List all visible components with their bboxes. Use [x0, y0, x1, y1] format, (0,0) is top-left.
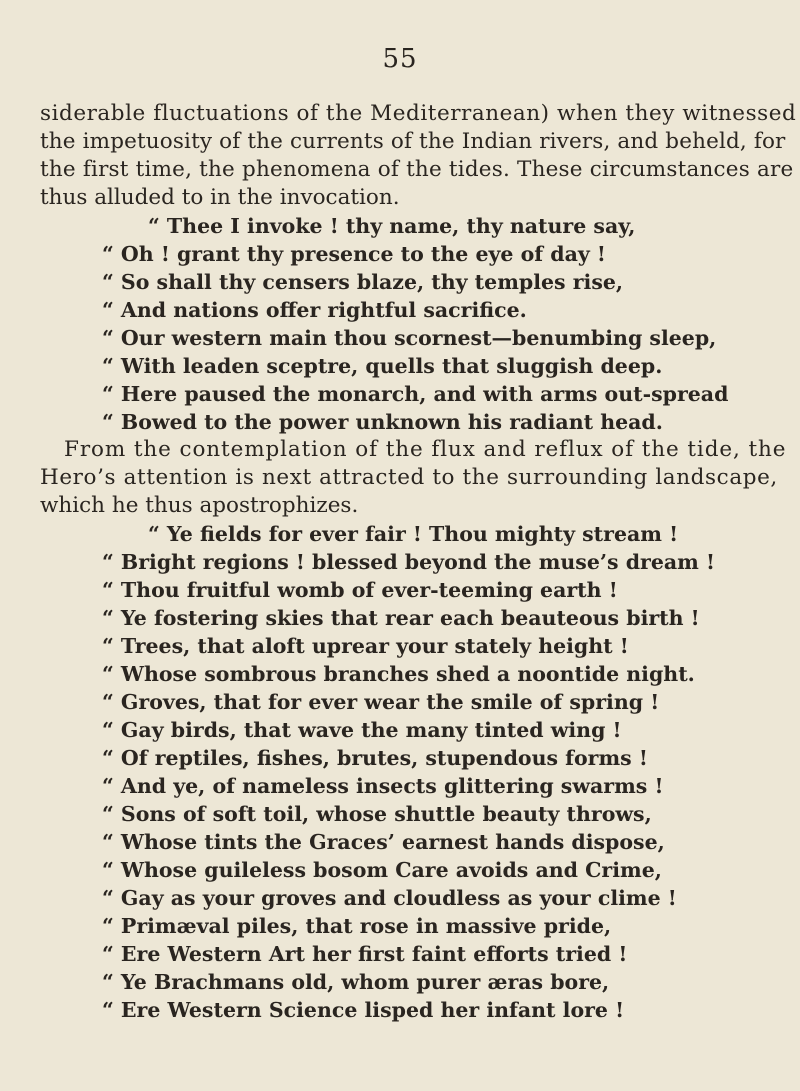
verse-line: “ Thou fruitful womb of ever-teeming earth ! — [102, 578, 618, 602]
verse-stanza-2 — [40, 520, 762, 1024]
verse-line: “ Whose tints the Graces’ earnest hands dispose, — [102, 830, 665, 854]
verse-line: “ Primæval piles, that rose in massive pride, — [102, 914, 612, 938]
verse-line: “ Sons of soft toil, whose shuttle beauty throws, — [102, 802, 652, 826]
verse-stanza-1 — [40, 212, 762, 436]
verse-line: “ Whose sombrous branches shed a noontide night. — [102, 662, 695, 686]
verse-line: “ Gay as your groves and cloudless as your clime ! — [102, 886, 677, 910]
verse-line: “ Here paused the monarch, and with arms out-spread — [102, 382, 729, 406]
verse-line: “ Ye Brachmans old, whom purer æras bore, — [102, 970, 610, 994]
verse-line: “ Ere Western Science lisped her infant lore ! — [102, 998, 625, 1022]
page-body — [40, 100, 797, 1024]
verse-line: “ Thee I invoke ! thy name, thy nature say, — [148, 214, 636, 238]
verse-line: “ Ye fields for ever fair ! Thou mighty stream ! — [148, 522, 679, 546]
verse-line: “ Our western main thou scornest—benumbing sleep, — [102, 326, 717, 350]
verse-line: “ Groves, that for ever wear the smile of spring ! — [102, 690, 660, 714]
verse-line: “ Bright regions ! blessed beyond the muse’s dream ! — [102, 550, 715, 574]
verse-line: “ Of reptiles, fishes, brutes, stupendous forms ! — [102, 746, 648, 770]
page-number: 55 — [382, 44, 418, 74]
text-line: the impetuosity of the currents of the Indian rivers, and beheld, for — [40, 129, 786, 154]
text-line: which he thus apostrophizes. — [40, 493, 359, 518]
verse-line: “ Bowed to the power unknown his radiant head. — [102, 410, 663, 434]
verse-line: “ Whose guileless bosom Care avoids and Crime, — [102, 858, 662, 882]
verse-line: “ And nations offer rightful sacrifice. — [102, 298, 527, 322]
verse-line: “ Ye fostering skies that rear each beauteous birth ! — [102, 606, 700, 630]
verse-line: “ Gay birds, that wave the many tinted wing ! — [102, 718, 622, 742]
text-line: thus alluded to in the invocation. — [40, 185, 400, 210]
verse-line: “ And ye, of nameless insects glittering swarms ! — [102, 774, 664, 798]
text-line: From the contemplation of the flux and reflux of the tide, the — [64, 437, 787, 462]
verse-line: “ Oh ! grant thy presence to the eye of day ! — [102, 242, 606, 266]
paragraph-2 — [40, 436, 787, 520]
verse-line: “ With leaden sceptre, quells that sluggish deep. — [102, 354, 663, 378]
text-line: siderable fluctuations of the Mediterranean) when they witnessed — [40, 101, 797, 126]
text-line: Hero’s attention is next attracted to the surrounding landscape, — [40, 465, 778, 490]
verse-line: “ So shall thy censers blaze, thy temples rise, — [102, 270, 624, 294]
verse-line: “ Ere Western Art her first faint efforts tried ! — [102, 942, 628, 966]
verse-line: “ Trees, that aloft uprear your stately height ! — [102, 634, 629, 658]
paragraph-1 — [40, 100, 797, 212]
text-line: the first time, the phenomena of the tides. These circumstances are — [40, 157, 794, 182]
